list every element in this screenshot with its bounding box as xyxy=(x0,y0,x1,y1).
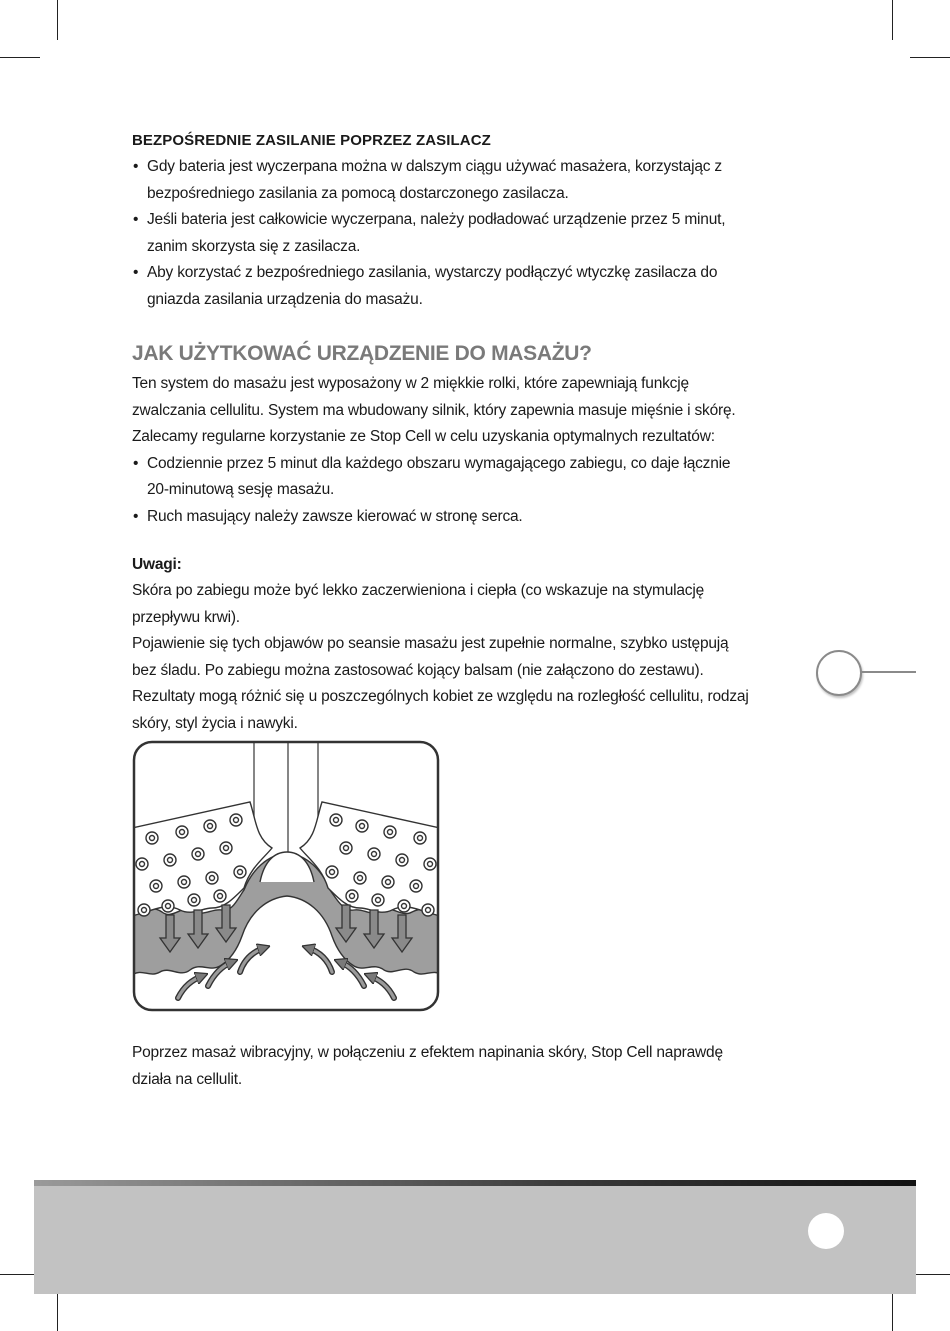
footer-top-edge xyxy=(34,1180,916,1186)
list-item: • Ruch masujący należy zawsze kierować w stronę serca. xyxy=(132,504,752,531)
massage-illustration xyxy=(132,740,440,1012)
list-item: • Aby korzystać z bezpośredniego zasilania, wystarczy podłączyć wtyczkę zasilacza do gniazda zasilania urządzenia do masażu. xyxy=(132,260,752,313)
tab-line xyxy=(860,671,916,673)
crop-mark-right-top xyxy=(910,57,950,58)
crop-mark-bottom-right xyxy=(892,1292,893,1331)
notes-paragraph: Rezultaty mogą różnić się u poszczególnych kobiet ze względu na rozległość cellulitu, rodzaj skóry, styl życia i nawyki. xyxy=(132,688,749,732)
notes-heading: Uwagi: xyxy=(132,556,182,573)
list-item: • Gdy bateria jest wyczerpana można w dalszym ciągu używać masażera, korzystając z bezpośredniego zasilania za pomocą dostarczonego zasilacza. xyxy=(132,154,752,207)
notes-paragraph: Pojawienie się tych objawów po seansie masażu jest zupełnie normalne, szybko ustępują bez śladu. Po zabiegu można zastosować kojący balsam (nie załączono do zestawu). xyxy=(132,635,729,679)
closing-paragraph: Poprzez masaż wibracyjny, w połączeniu z efektem napinania skóry, Stop Cell naprawdę działa na cellulit. xyxy=(132,1044,723,1088)
page-number-dot xyxy=(808,1213,844,1249)
crop-mark-left-top xyxy=(0,57,40,58)
main-content xyxy=(132,128,752,737)
usage-bullet-list xyxy=(132,451,752,531)
usage-heading: JAK UŻYTKOWAĆ URZĄDZENIE DO MASAŻU? xyxy=(132,342,592,365)
tab-circle-icon xyxy=(816,650,862,696)
notes-paragraph: Skóra po zabiegu może być lekko zaczerwieniona i ciepła (co wskazuje na stymulację przepływu krwi). xyxy=(132,582,705,626)
footer-band xyxy=(34,1180,916,1294)
power-bullet-list xyxy=(132,154,752,313)
crop-mark-top-right xyxy=(892,0,893,40)
list-item: • Codziennie przez 5 minut dla każdego obszaru wymagającego zabiegu, co daje łącznie 20-minutową sesję masażu. xyxy=(132,451,752,504)
usage-intro: Ten system do masażu jest wyposażony w 2 miękkie rolki, które zapewniają funkcję zwalczania cellulitu. System ma wbudowany silnik, który zapewnia masuje mięśnie i skórę. Zalecamy regularne korzystanie ze Stop Cell w celu uzyskania optymalnych rezultatów: xyxy=(132,375,736,445)
side-tab-marker xyxy=(816,650,916,696)
list-item: • Jeśli bateria jest całkowicie wyczerpana, należy podładować urządzenie przez 5 minut, zanim skorzysta się z zasilacza. xyxy=(132,207,752,260)
crop-mark-bottom-left xyxy=(57,1292,58,1331)
crop-mark-top-left xyxy=(57,0,58,40)
crop-mark-right-bottom xyxy=(910,1274,950,1275)
power-heading: BEZPOŚREDNIE ZASILANIE POPRZEZ ZASILACZ xyxy=(132,132,491,149)
